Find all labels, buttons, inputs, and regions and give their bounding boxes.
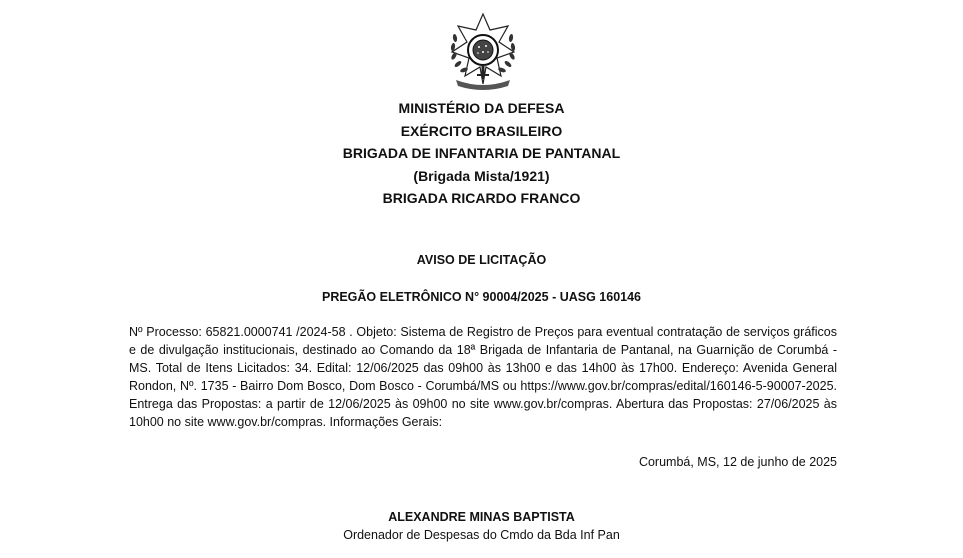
notice-body: Nº Processo: 65821.0000741 /2024-58 . Objeto: Sistema de Registro de Preços para eventual contratação de serviços gráficos e de divulgação institucionais, destinado ao Comando da 18ª Brigada de Infantaria de Pantanal, na Guarnição de Corumbá - MS. Total de Itens Licitados: 34. Edital: 12/06/2025 das 09h00 às 13h00 e das 14h00 às 17h00. Endereço: Avenida General Rondon, Nº. 1735 - Bairro Dom Bosco, Dom Bosco - Corumbá/MS ou https://www.gov.br/compras/edital/160146-5-90007-2025. Entrega das Propostas: a partir de 12/06/2025 às 09h00 no site www.gov.br/compras. Abertura das Propostas: 27/06/2025 às 10h00 no site www.gov.br/compras. Informações Gerais:: [129, 325, 837, 429]
brazil-coat-of-arms-icon: [444, 12, 522, 92]
header-brigade: BRIGADA DE INFANTARIA DE PANTANAL: [342, 145, 621, 161]
date-line: Corumbá, MS, 12 de junho de 2025: [638, 455, 837, 469]
notice-title: AVISO DE LICITAÇÃO: [416, 253, 547, 267]
header-army: EXÉRCITO BRASILEIRO: [400, 122, 563, 139]
pregao-heading: PREGÃO ELETRÔNICO N° 90004/2025 - UASG 160146: [321, 290, 641, 304]
document-header: [0, 97, 963, 210]
header-brigade-subtitle: (Brigada Mista/1921): [413, 167, 550, 184]
signatory-name: ALEXANDRE MINAS BAPTISTA: [388, 510, 575, 524]
header-ministry: MINISTÉRIO DA DEFESA: [398, 100, 565, 116]
signatory-role: Ordenador de Despesas do Cmdo da Bda Inf Pan: [343, 528, 620, 542]
header-brigade-name: BRIGADA RICARDO FRANCO: [382, 190, 581, 206]
